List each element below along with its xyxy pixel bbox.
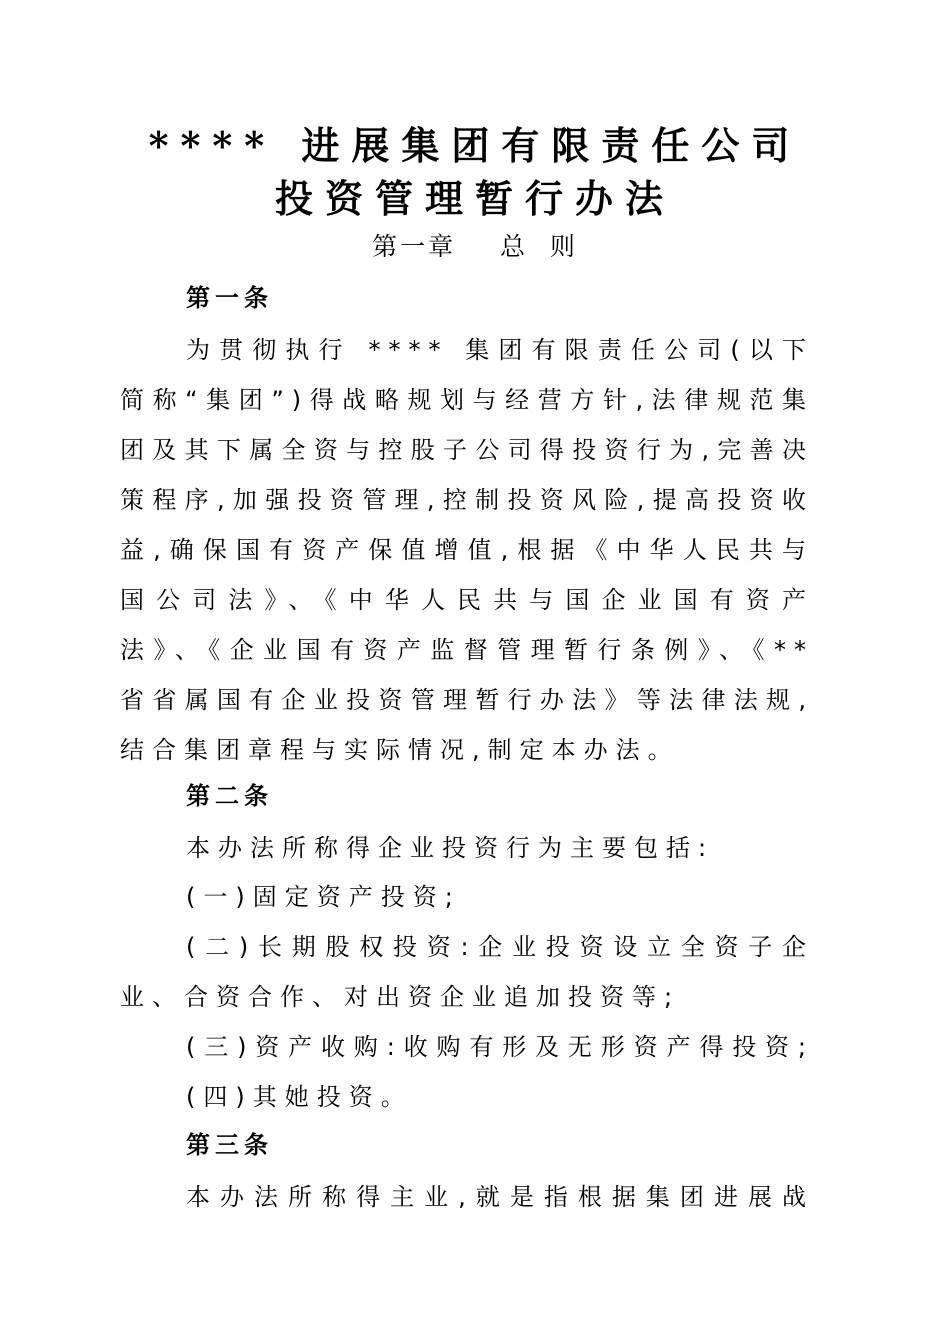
article-2-heading: 第二条 [186, 782, 273, 810]
article-2-item-1: (一)固定资产投资; [186, 883, 461, 911]
article-1-heading: 第一条 [186, 284, 273, 312]
document-title-line-1: **** 进展集团有限责任公司 [148, 123, 802, 168]
chapter-heading: 第一章 总 则 [372, 232, 578, 261]
article-3-heading: 第三条 [186, 1131, 273, 1159]
article-2-item-4: (四)其她投资。 [186, 1083, 413, 1111]
article-2-item-3: (三)资产收购:收购有形及无形资产得投资; [186, 1033, 814, 1061]
article-2-intro: 本办法所称得企业投资行为主要包括: [186, 834, 715, 862]
document-title-line-2: 投资管理暂行办法 [274, 176, 675, 221]
article-3-paragraph: 本办法所称得主业,就是指根据集团进展战 [186, 1183, 814, 1211]
article-1-paragraph: 为贯彻执行 **** 集团有限责任公司(以下简称“集团”)得战略规划与经营方针,法律规范集团及其下属全资与控股子公司得投资行为,完善决策程序,加强投资管理,控制投资风险,提高投资收益,确保国有资产保值增值,根据《中华人民共与国公司法》、《中华人民共与国企业国有资产法》、《企业国有资产监督管理暂行条例》、《** 省省属国有企业投资管理暂行办法》等法律法规,结合集团章程与实际情况,制定本办法。 [120, 336, 814, 764]
article-2-item-2: (二)长期股权投资:企业投资设立全资子企业、合资合作、对出资企业追加投资等; [120, 933, 814, 1011]
